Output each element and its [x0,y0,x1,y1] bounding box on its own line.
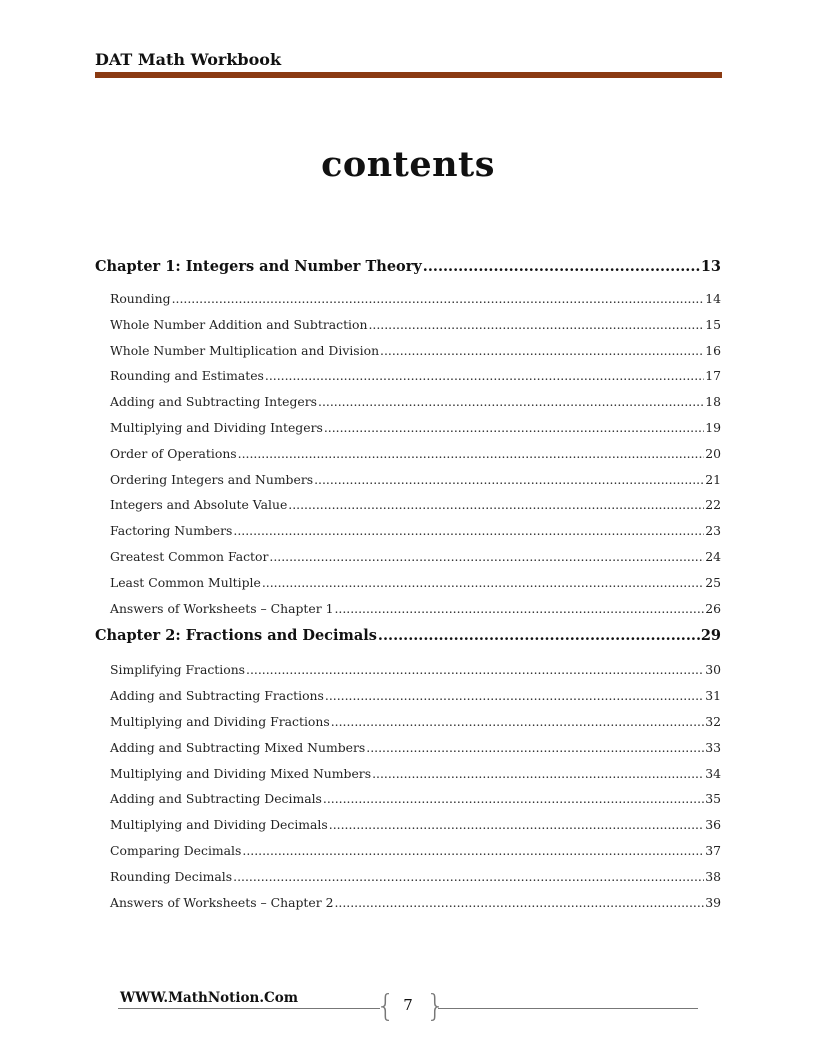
toc-page-number: 31 [705,688,721,704]
toc-entry-title: Adding and Subtracting Decimals [110,791,322,807]
toc-entry-title: Adding and Subtracting Integers [110,394,318,410]
toc-leader-dots [334,890,704,916]
toc-page-number: 32 [705,713,721,729]
toc-entry-title: Greatest Common Factor [110,548,269,564]
toc-page-number: 22 [705,497,721,513]
toc-page-number: 26 [705,600,721,616]
toc-page-number: 14 [705,291,721,306]
toc-leader-dots [368,312,704,338]
toc-entry[interactable] [95,709,721,735]
toc-entry[interactable] [95,415,721,441]
toc-leader-dots [372,761,704,787]
toc-entry[interactable] [95,441,721,467]
toc-page-number: 39 [705,894,721,910]
toc-entry[interactable] [95,570,721,596]
toc-page-number: 21 [705,471,721,487]
toc-page-number: 33 [705,739,721,755]
toc-entry[interactable] [95,338,721,364]
toc-leader-dots [233,518,704,544]
toc-entry-title: Adding and Subtracting Fractions [110,688,324,704]
toc-entry-title: Factoring Numbers [110,523,233,539]
page-number: 7 [403,996,413,1014]
toc-entry-title: Rounding and Estimates [110,368,264,384]
toc-entry-title: Multiplying and Dividing Decimals [110,817,328,833]
toc-leader-dots [378,623,700,649]
toc-leader-dots [331,709,705,735]
toc-entry[interactable] [95,492,721,518]
page-title: contents [321,144,495,185]
toc-page-number: 20 [705,445,721,461]
toc-leader-dots [423,254,700,280]
toc-entry-title: Order of Operations [110,445,237,461]
toc-leader-dots [269,544,704,570]
toc-entry[interactable] [95,761,721,787]
toc-page-number: 36 [705,817,721,833]
toc-entry-title: Whole Number Multiplication and Division [110,342,380,358]
toc-chapter-1[interactable] [95,254,721,280]
toc-entry[interactable] [95,467,721,493]
toc-entry[interactable] [95,596,721,622]
toc-leader-dots [233,864,704,890]
toc-entry-title: Least Common Multiple [110,574,261,590]
toc-leader-dots [318,389,704,415]
toc-leader-dots [325,683,704,709]
toc-chapter-title: Chapter 1: Integers and Number Theory [95,258,422,275]
toc-page-number: 18 [705,394,721,410]
toc-entry-title: Adding and Subtracting Mixed Numbers [110,739,366,755]
toc-entry-title: Multiplying and Dividing Fractions [110,713,330,729]
toc-leader-dots [238,441,705,467]
toc-entry-title: Rounding [110,291,171,306]
toc-entry[interactable] [95,657,721,683]
toc-page-number: 23 [705,523,721,539]
header-title: DAT Math Workbook [95,50,282,69]
toc-page-number: 38 [705,868,721,884]
toc-entry[interactable] [95,838,721,864]
toc-page-number: 25 [705,574,721,590]
toc-leader-dots [288,492,704,518]
toc-page-number: 16 [705,342,721,358]
toc-page-number: 17 [705,368,721,384]
toc-page-number: 35 [705,791,721,807]
toc-entry[interactable] [95,683,721,709]
toc-entry[interactable] [95,544,721,570]
toc-entry[interactable] [95,812,721,838]
toc-leader-dots [366,735,704,761]
toc-entry[interactable] [95,389,721,415]
toc-entry[interactable] [95,312,721,338]
toc-entry[interactable] [95,518,721,544]
header-rule [95,72,722,78]
toc-page-number: 29 [700,627,721,645]
toc-entry[interactable] [95,890,721,916]
toc-leader-dots [172,286,705,312]
toc-entry[interactable] [95,735,721,761]
footer-rule-right [438,1008,698,1009]
toc-entry[interactable] [95,864,721,890]
toc-entry-title: Answers of Worksheets – Chapter 1 [110,600,334,616]
toc-page-number: 30 [705,662,721,678]
toc-entry[interactable] [95,286,721,312]
toc-entry-title: Integers and Absolute Value [110,497,288,513]
toc-leader-dots [265,363,704,389]
table-of-contents [95,254,721,915]
toc-entry-title: Rounding Decimals [110,868,233,884]
page-number-left-bracket: { [376,989,396,1024]
toc-leader-dots [314,467,704,493]
toc-entry-title: Ordering Integers and Numbers [110,471,314,487]
toc-entry-title: Answers of Worksheets – Chapter 2 [110,894,334,910]
toc-entry-title: Multiplying and Dividing Mixed Numbers [110,765,372,781]
toc-leader-dots [329,812,704,838]
toc-leader-dots [242,838,704,864]
toc-page-number: 13 [700,258,721,275]
toc-leader-dots [334,596,704,622]
toc-entry-title: Multiplying and Dividing Integers [110,419,323,435]
toc-entry-title: Whole Number Addition and Subtraction [110,316,368,332]
toc-page-number: 15 [705,316,721,332]
toc-page-number: 24 [705,548,721,564]
toc-entry-title: Comparing Decimals [110,842,242,858]
toc-leader-dots [380,338,704,364]
toc-entry[interactable] [95,363,721,389]
toc-chapter-2[interactable] [95,623,721,649]
page-number-right-bracket: } [426,989,446,1024]
toc-entry-title: Simplifying Fractions [110,662,246,678]
toc-leader-dots [323,786,704,812]
toc-leader-dots [324,415,704,441]
toc-chapter-title: Chapter 2: Fractions and Decimals [95,627,377,645]
footer-website-link[interactable]: WWW.MathNotion.Com [120,990,299,1006]
toc-page-number: 34 [705,765,721,781]
toc-page-number: 37 [705,842,721,858]
toc-leader-dots [262,570,704,596]
toc-entry[interactable] [95,786,721,812]
footer-rule-left [118,1008,380,1009]
toc-page-number: 19 [705,419,721,435]
toc-leader-dots [246,657,704,683]
